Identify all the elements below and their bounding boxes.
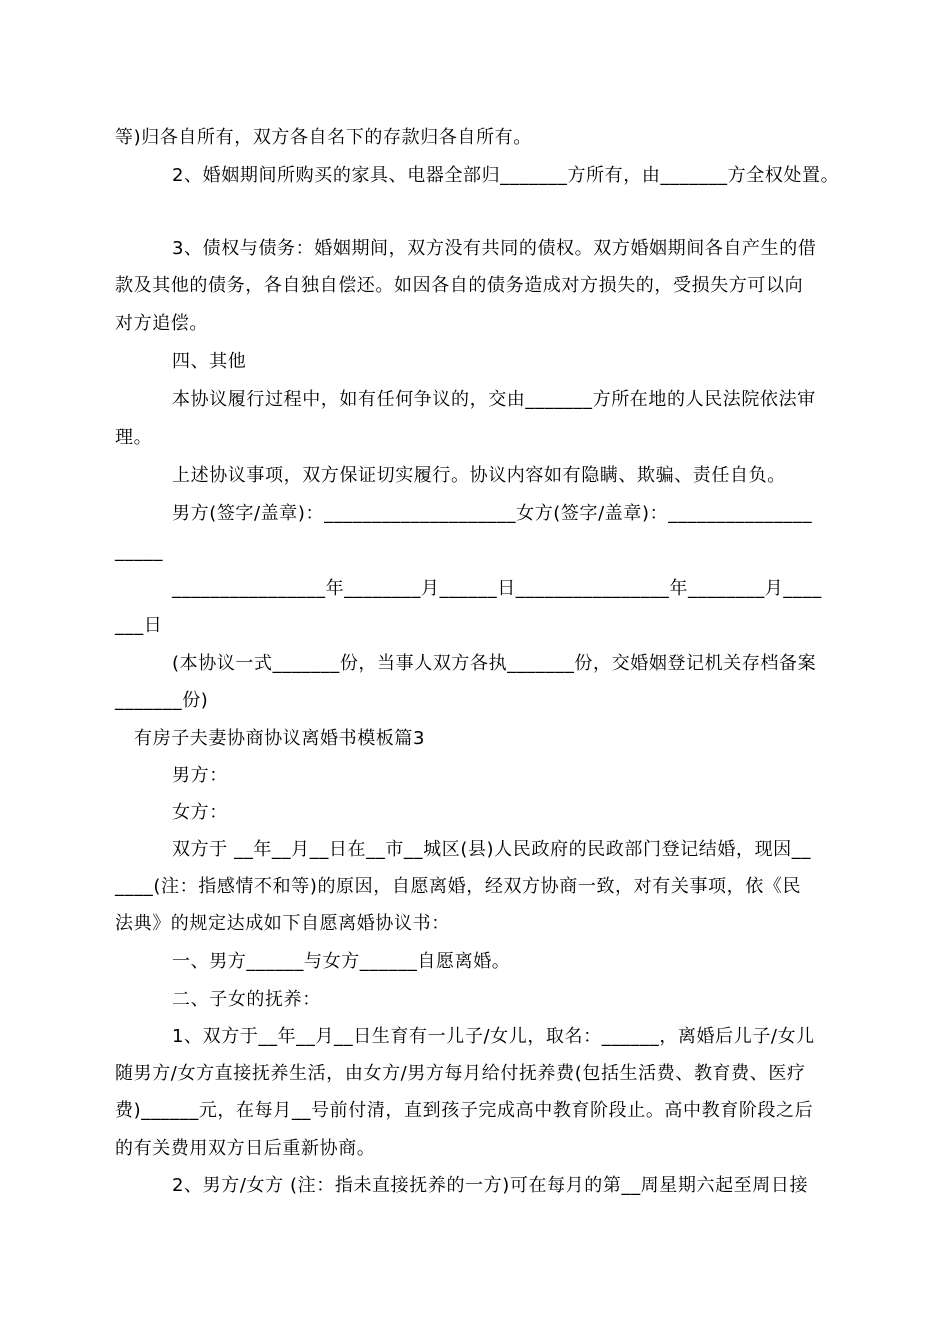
text-line: 双方于 __年__月__日在__市__城区(县)人民政府的民政部门登记结婚，现因__ (172, 839, 811, 860)
text-line: 等)归各自所有，双方各自名下的存款归各自所有。 (115, 127, 532, 148)
text-line: 2、男方/女方 (注：指未直接抚养的一方)可在每月的第__周星期六起至周日接 (172, 1175, 809, 1196)
text-line: 本协议履行过程中，如有任何争议的，交由_______方所在地的人民法院依法审 (172, 389, 816, 410)
text-line: 法典》的规定达成如下自愿离婚协议书： (115, 913, 450, 934)
text-line: 上述协议事项，双方保证切实履行。协议内容如有隐瞒、欺骗、责任自负。 (172, 465, 786, 486)
section-heading: 一、男方______与女方______自愿离婚。 (172, 951, 511, 972)
date-line: ________________年________月______日________________年________月____ (172, 578, 822, 599)
text-line: 的有关费用双方日后重新协商。 (115, 1138, 376, 1159)
text-line: 随男方/女方直接抚养生活，由女方/男方每月给付抚养费(包括生活费、教育费、医疗 (115, 1063, 806, 1084)
text-line: 女方： (172, 802, 228, 823)
text-line: 对方追偿。 (115, 313, 208, 334)
section-heading: 二、子女的抚养： (172, 989, 321, 1010)
signature-line: _____ (115, 541, 163, 562)
text-line: (本协议一式_______份，当事人双方各执_______份，交婚姻登记机关存档备案 (172, 653, 817, 674)
text-line: ____(注：指感情不和等)的原因，自愿离婚，经双方协商一致，对有关事项，依《民 (115, 876, 802, 897)
text-line: 2、婚姻期间所购买的家具、电器全部归_______方所有，由_______方全权处置。 (172, 165, 840, 186)
signature-line: 男方(签字/盖章)：____________________女方(签字/盖章)：_______________ (172, 503, 813, 524)
text-line: _______份) (115, 690, 209, 711)
text-line: 3、债权与债务：婚姻期间，双方没有共同的债权。双方婚姻期间各自产生的借 (172, 238, 817, 259)
text-line: 费)______元，在每月__号前付清，直到孩子完成高中教育阶段止。高中教育阶段之后 (115, 1100, 814, 1121)
text-line: 款及其他的债务，各自独自偿还。如因各自的债务造成对方损失的，受损失方可以向 (115, 275, 804, 296)
text-line: 男方： (172, 765, 228, 786)
section-heading: 四、其他 (172, 351, 247, 372)
text-line: 1、双方于__年__月__日生育有一儿子/女儿，取名：______，离婚后儿子/女儿 (172, 1026, 815, 1047)
template-title: 有房子夫妻协商协议离婚书模板篇3 (134, 728, 426, 749)
text-line: 理。 (115, 427, 153, 448)
date-line: ___日 (115, 615, 163, 636)
